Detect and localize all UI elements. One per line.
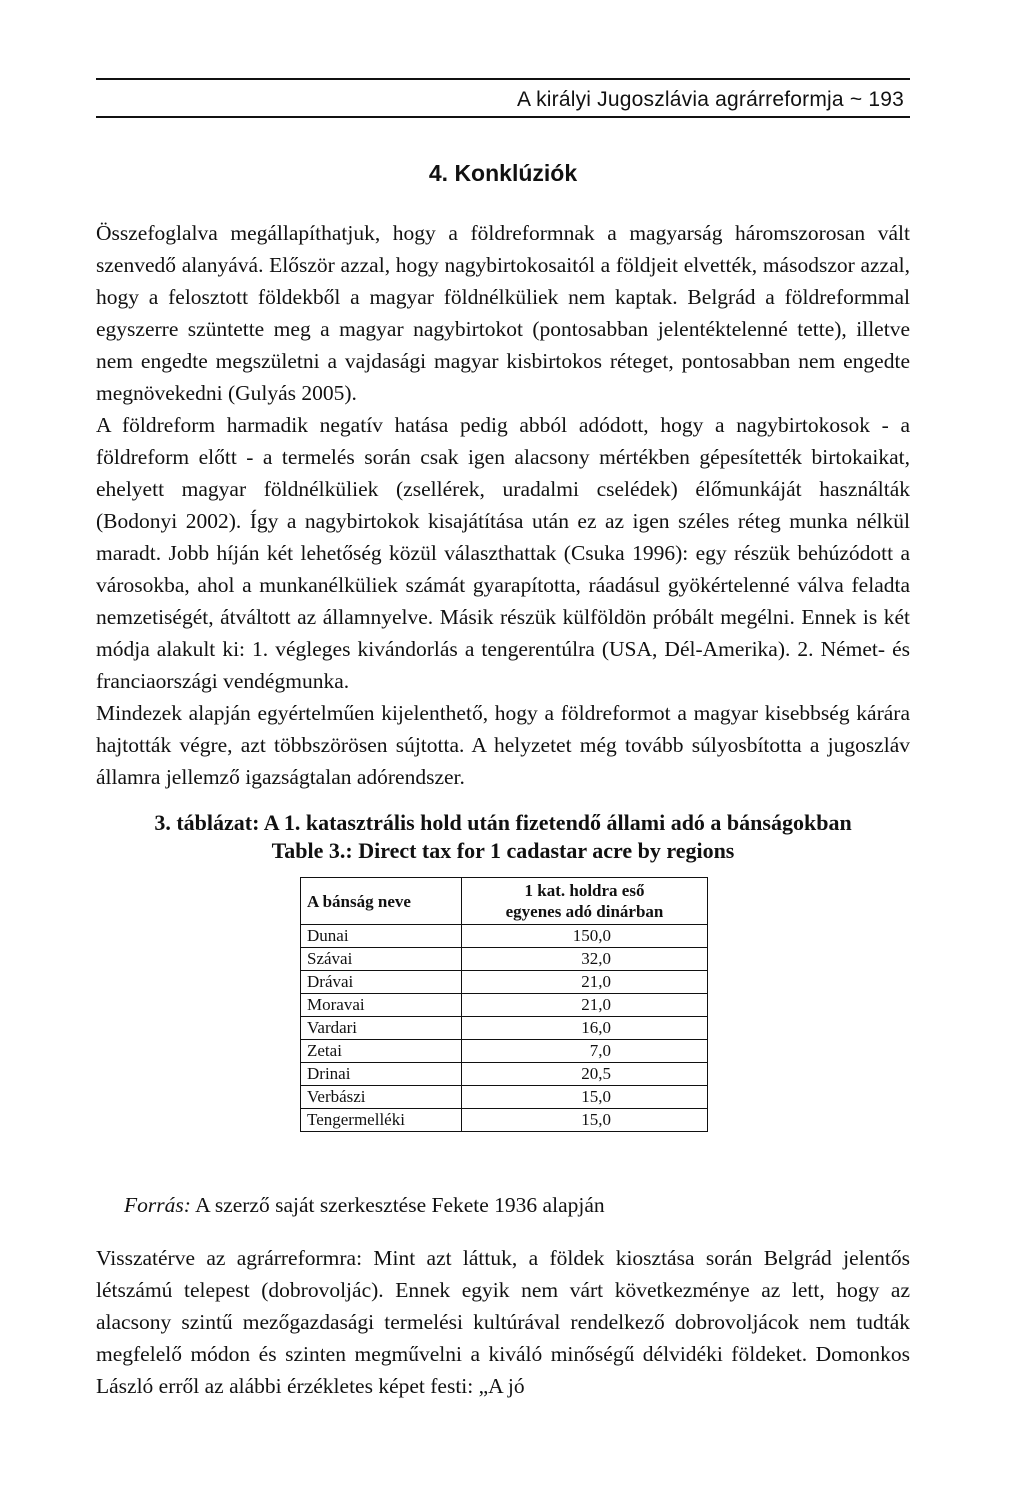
header-separator: ~ bbox=[849, 88, 863, 111]
page-number: 193 bbox=[868, 88, 904, 111]
region-name: Dunai bbox=[301, 925, 462, 948]
conclusion-text bbox=[96, 217, 910, 793]
table-title-en: Table 3.: Direct tax for 1 cadastar acre by regions bbox=[271, 838, 735, 863]
tax-value: 7,0 bbox=[462, 1040, 708, 1063]
column-header-name: A bánság neve bbox=[301, 878, 462, 925]
table-source bbox=[124, 1193, 605, 1218]
region-name: Zetai bbox=[301, 1040, 462, 1063]
tax-value: 21,0 bbox=[462, 994, 708, 1017]
region-name: Tengermelléki bbox=[301, 1109, 462, 1132]
table-row bbox=[301, 994, 708, 1017]
running-header bbox=[96, 78, 910, 118]
region-name: Verbászi bbox=[301, 1086, 462, 1109]
source-label: Forrás: bbox=[124, 1193, 191, 1217]
paragraph-2: A földreform harmadik negatív hatása pedig abból adódott, hogy a nagybirtokosok - a földreform előtt - a termelés során csak igen alacsony mértékben gépesítették birtokaikat, ehelyett magyar földnélküliek (zsellérek, uradalmi cselédek) élőmunkáját használták (Bodonyi 2002). Így a nagybirtokok kisajátítása után ez az igen széles réteg munka nélkül maradt. Jobb híján két lehetőség közül választhattak (Csuka 1996): egy részük behúzódott a városokba, ahol a munkanélküliek számát gyarapította, ráadásul gyökértelenné válva feladta nemzetiségét, átváltott az államnyelve. Másik részük külföldön próbált megélni. Ennek is két módja alakult ki: 1. végleges kivándorlás a tengerentúlra (USA, Dél-Amerika). 2. Német- és franciaországi vendégmunka. bbox=[96, 413, 910, 693]
table-row bbox=[301, 948, 708, 971]
continuation-text bbox=[96, 1242, 910, 1402]
region-name: Drinai bbox=[301, 1063, 462, 1086]
tax-value: 150,0 bbox=[462, 925, 708, 948]
region-name: Vardari bbox=[301, 1017, 462, 1040]
table-title-hu: 3. táblázat: A 1. katasztrális hold után fizetendő állami adó a bánságokban bbox=[154, 810, 852, 835]
section-title: 4. Konklúziók bbox=[428, 160, 578, 186]
table-row bbox=[301, 1040, 708, 1063]
region-name: Moravai bbox=[301, 994, 462, 1017]
tax-value: 32,0 bbox=[462, 948, 708, 971]
column-header-tax-line2: egyenes adó dinárban bbox=[505, 902, 664, 921]
tax-value: 20,5 bbox=[462, 1063, 708, 1086]
table-row bbox=[301, 1109, 708, 1132]
table-header-row bbox=[301, 878, 708, 925]
paragraph-4: Visszatérve az agrárreformra: Mint azt láttuk, a földek kiosztása során Belgrád jelentős létszámú telepest (dobrovoljác). Ennek egyik nem várt következménye az lett, hogy az alacsony szintű mezőgazdasági termelési kultúrával rendelkező dobrovoljácok nem tudták megfelelő módon és szinten megművelni a kiváló minőségű délvidéki földeket. Domonkos László erről az alábbi érzékletes képet festi: „A jó bbox=[96, 1246, 910, 1398]
running-title: A királyi Jugoszlávia agrárreformja bbox=[517, 88, 844, 111]
tax-value: 21,0 bbox=[462, 971, 708, 994]
table-row bbox=[301, 1017, 708, 1040]
table-row bbox=[301, 1086, 708, 1109]
table-row bbox=[301, 1063, 708, 1086]
paragraph-3: Mindezek alapján egyértelműen kijelenthető, hogy a földreformot a magyar kisebbség kárára hajtották végre, azt többszörösen sújtotta. A helyzetet még tovább súlyosbította a jugoszláv államra jellemző igazságtalan adórendszer. bbox=[96, 701, 910, 789]
paragraph-1: Összefoglalva megállapíthatjuk, hogy a földreformnak a magyarság háromszorosan vált szenvedő alanyává. Először azzal, hogy nagybirtokosaitól a földjeit elvették, másodszor azzal, hogy a felosztott földekből a magyar földnélküliek nem kaptak. Belgrád a földreformmal egyszerre szüntette meg a magyar nagybirtokot (pontosabban jelentéktelenné tette), illetve nem engedte megszületni a vajdasági magyar kisbirtokos réteget, pontosabban nem engedte megnövekedni (Gulyás 2005). bbox=[96, 221, 910, 405]
tax-value: 15,0 bbox=[462, 1109, 708, 1132]
table-row bbox=[301, 925, 708, 948]
region-name: Szávai bbox=[301, 948, 462, 971]
column-header-tax bbox=[462, 878, 708, 925]
tax-value: 16,0 bbox=[462, 1017, 708, 1040]
table-row bbox=[301, 971, 708, 994]
region-name: Drávai bbox=[301, 971, 462, 994]
header-text bbox=[517, 88, 904, 112]
source-text: A szerző saját szerkesztése Fekete 1936 alapján bbox=[195, 1193, 605, 1217]
tax-value: 15,0 bbox=[462, 1086, 708, 1109]
tax-table bbox=[300, 877, 708, 1132]
column-header-tax-line1: 1 kat. holdra eső bbox=[524, 881, 645, 900]
